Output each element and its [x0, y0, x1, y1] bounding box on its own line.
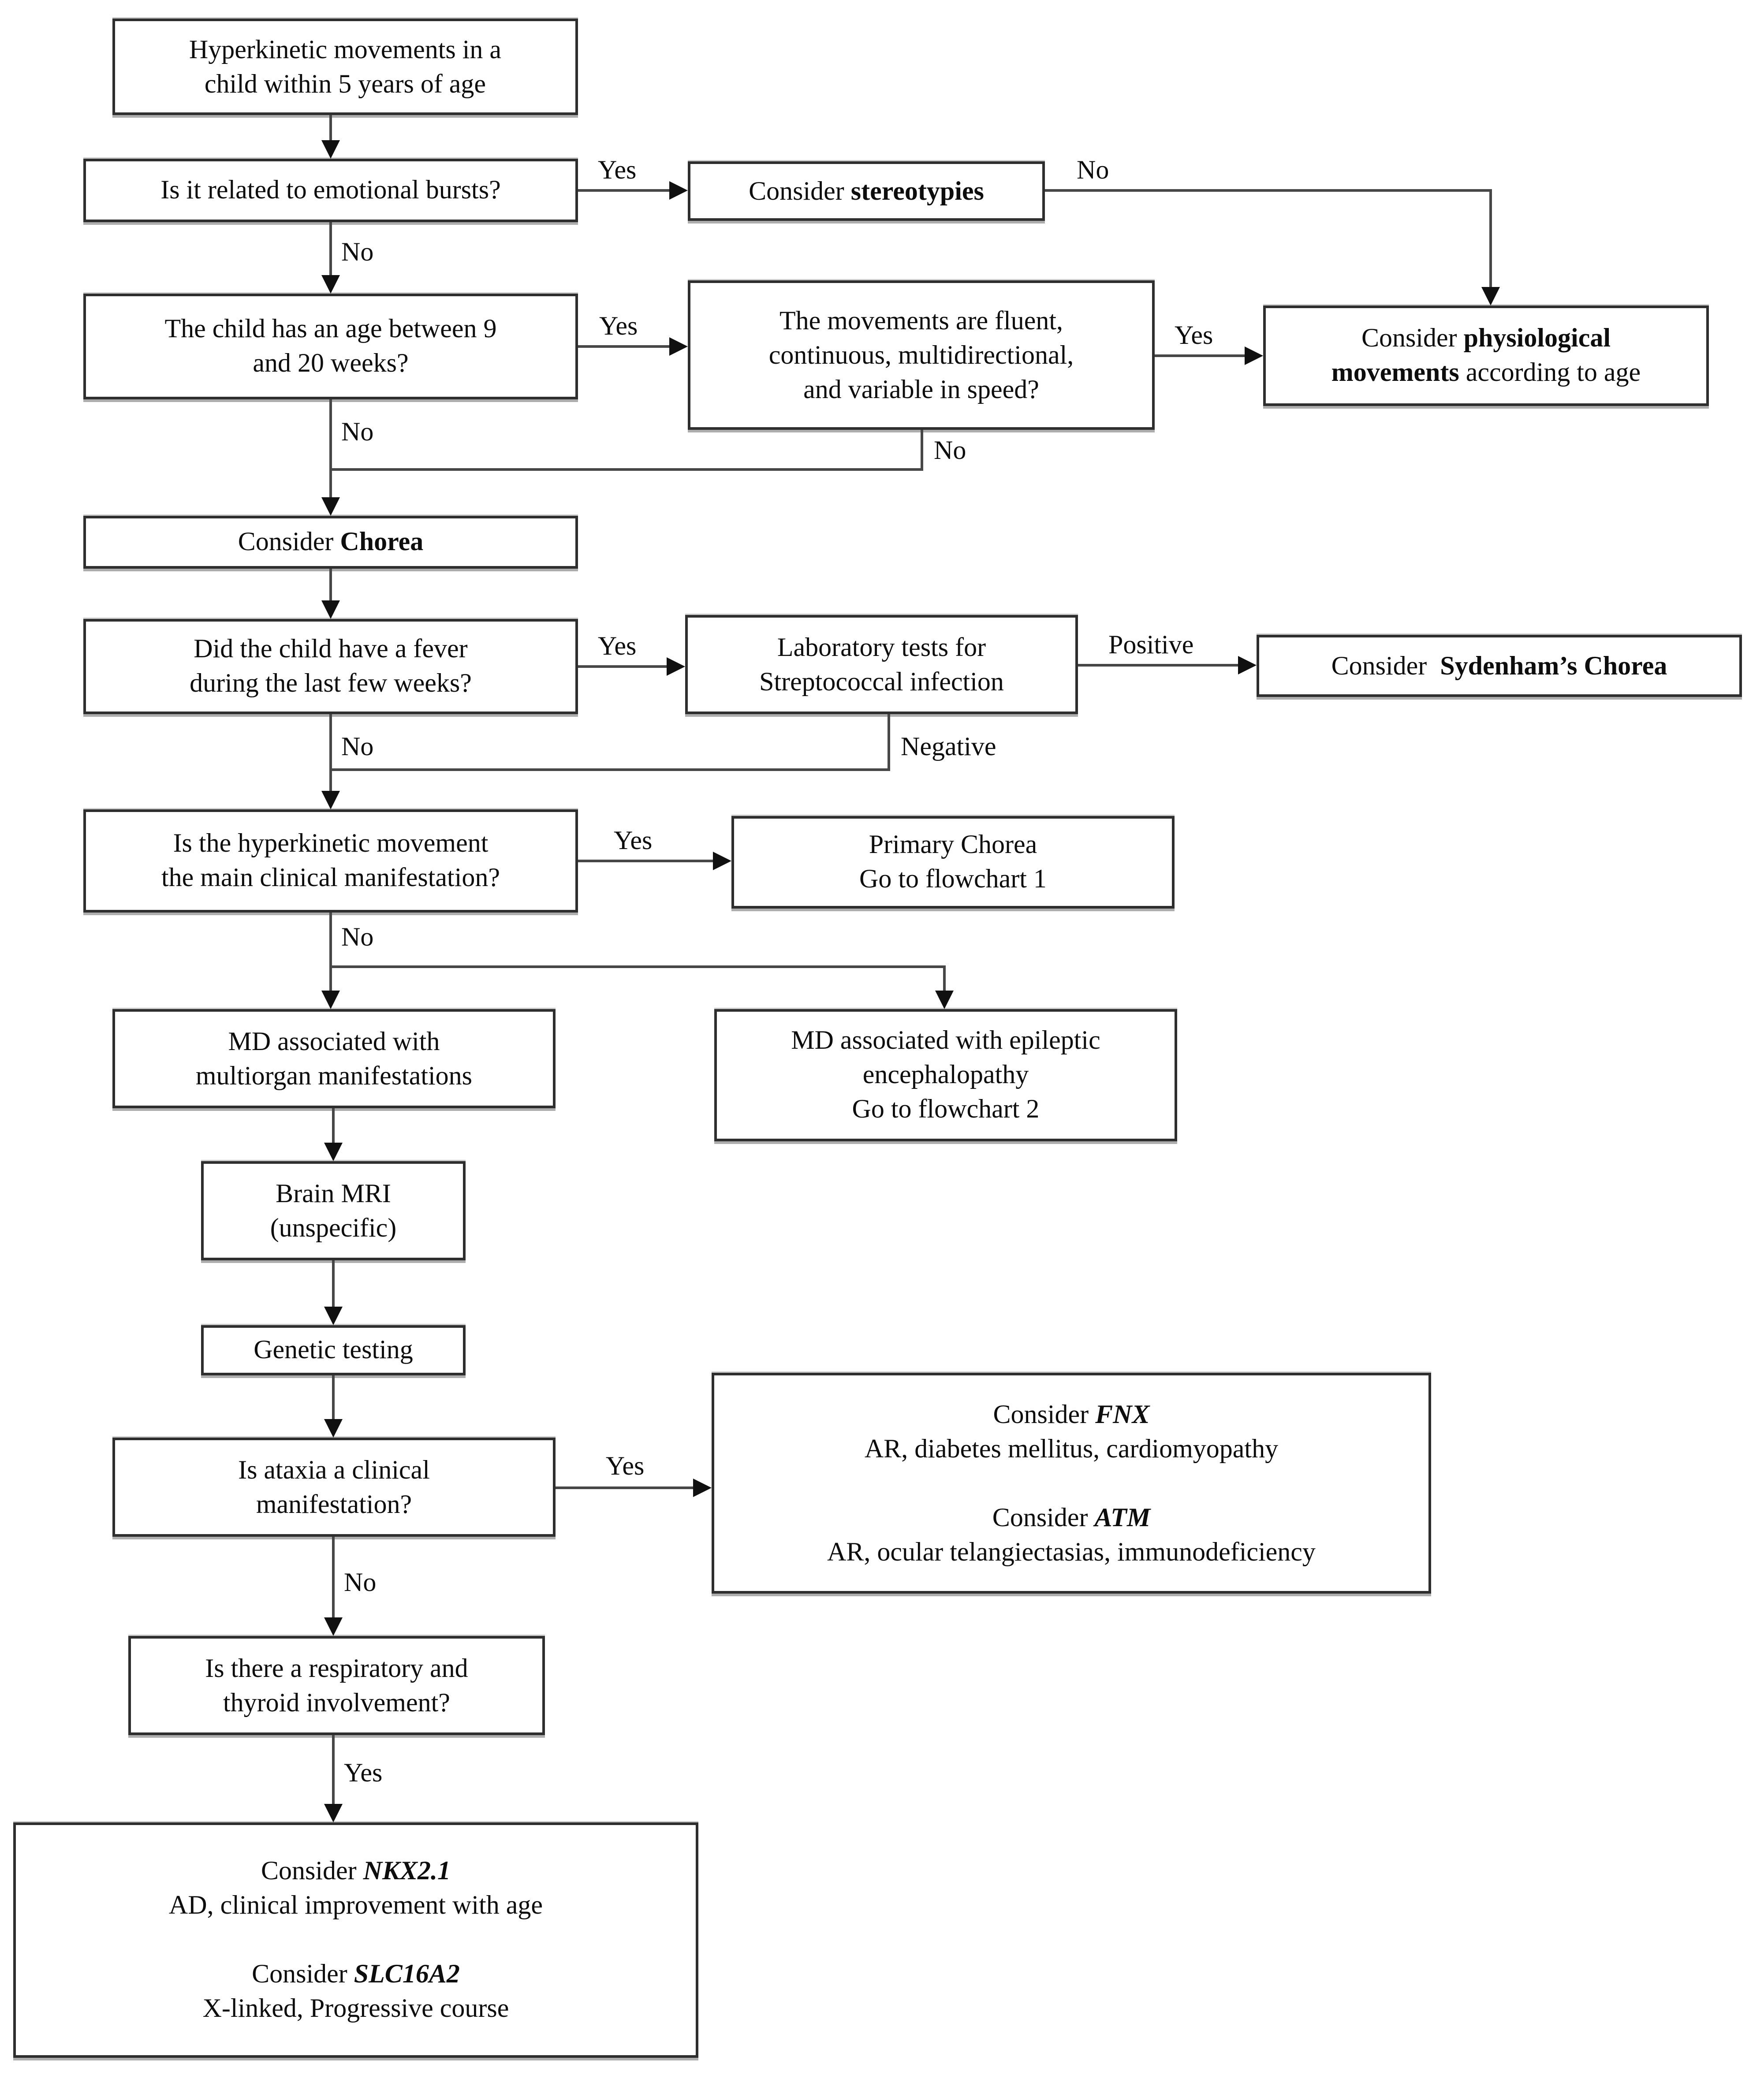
- connector-line: [1045, 189, 1492, 192]
- node-text-prefix: Consider: [1331, 651, 1434, 681]
- arrowhead-down-icon: [321, 600, 340, 619]
- edge-label-main-no: No: [341, 923, 374, 952]
- connector-line: [329, 714, 332, 791]
- node-text: Brain MRI: [276, 1179, 391, 1208]
- arrowhead-down-icon: [321, 991, 340, 1009]
- connector-line: [1489, 189, 1492, 287]
- node-text: Is there a respiratory and: [205, 1654, 468, 1683]
- node-text: encephalopathy: [862, 1061, 1029, 1090]
- node-text: (unspecific): [270, 1213, 397, 1243]
- connector-line: [1155, 354, 1245, 357]
- arrowhead-right-icon: [1238, 656, 1257, 674]
- node-gene-name: SLC16A2: [354, 1960, 460, 1989]
- node-text: AD, clinical improvement with age: [168, 1891, 543, 1920]
- node-text-prefix: Consider: [238, 528, 340, 557]
- node-text-prefix: Consider: [252, 1960, 354, 1989]
- connector-line: [329, 965, 332, 991]
- node-text: [252, 1957, 460, 1992]
- node-text: Go to flowchart 1: [859, 865, 1047, 894]
- node-gene-name: ATM: [1094, 1503, 1151, 1532]
- arrowhead-right-icon: [669, 181, 688, 200]
- node-start: [112, 19, 578, 115]
- node-lab-tests-streptococcal: [685, 615, 1078, 714]
- node-q-age-9-20-weeks: [83, 294, 578, 399]
- connector-line: [332, 1260, 335, 1307]
- connector-line: [331, 768, 890, 771]
- node-text: Did the child have a fever: [194, 635, 468, 664]
- node-text: and variable in speed?: [803, 375, 1039, 404]
- arrowhead-down-icon: [324, 1804, 343, 1822]
- arrowhead-down-icon: [321, 275, 340, 294]
- node-primary-chorea: [731, 816, 1175, 909]
- connector-line: [578, 860, 713, 862]
- connector-line: [329, 913, 332, 968]
- connector-line: [329, 222, 332, 275]
- arrowhead-right-icon: [667, 657, 685, 676]
- node-q-fever: [83, 619, 578, 714]
- node-text: during the last few weeks?: [190, 669, 472, 698]
- connector-line: [556, 1486, 693, 1489]
- arrowhead-right-icon: [693, 1479, 712, 1497]
- node-text: multiorgan manifestations: [195, 1061, 473, 1091]
- node-gene-name: FNX: [1095, 1400, 1150, 1429]
- edge-label-stereotypies-no: No: [1077, 156, 1109, 185]
- node-text-bold: Sydenham’s Chorea: [1440, 651, 1667, 681]
- edge-label-age-no: No: [341, 418, 374, 447]
- connector-line: [329, 399, 332, 497]
- connector-line: [1078, 664, 1238, 667]
- arrowhead-down-icon: [324, 1419, 343, 1438]
- connector-line: [888, 714, 890, 771]
- connector-line: [332, 1108, 335, 1143]
- node-q-main-manifestation: [83, 809, 578, 913]
- edge-label-lab-positive: Positive: [1108, 631, 1194, 660]
- connector-line: [329, 115, 332, 140]
- arrowhead-down-icon: [324, 1143, 343, 1161]
- connector-line: [943, 965, 946, 991]
- node-q-movements-fluent: [688, 280, 1155, 430]
- node-text: The movements are fluent,: [779, 306, 1063, 335]
- connector-line: [578, 189, 669, 192]
- arrowhead-right-icon: [669, 337, 688, 356]
- edge-label-fever-no: No: [341, 733, 374, 762]
- node-text-prefix: Consider: [261, 1857, 363, 1886]
- edge-label-movements-no: No: [934, 436, 966, 466]
- node-text: Go to flowchart 2: [852, 1095, 1040, 1124]
- edge-label-lab-negative: Negative: [901, 733, 996, 762]
- node-text: [238, 525, 424, 559]
- node-text: Hyperkinetic movements in a: [189, 35, 502, 64]
- node-consider-sydenhams-chorea: [1257, 635, 1742, 697]
- node-q-ataxia: [112, 1438, 556, 1537]
- node-text-prefix: Consider: [749, 176, 851, 206]
- node-text: MD associated with epileptic: [791, 1026, 1100, 1055]
- node-text: AR, ocular telangiectasias, immunodeficiency: [827, 1537, 1316, 1567]
- connector-line: [921, 430, 923, 471]
- node-text: Primary Chorea: [869, 831, 1037, 860]
- node-text: [1331, 649, 1667, 683]
- node-text-prefix: Consider: [993, 1400, 1096, 1429]
- node-genetic-testing: [201, 1325, 466, 1375]
- node-text-prefix: Consider: [992, 1503, 1095, 1532]
- node-text: Is the hyperkinetic movement: [173, 829, 489, 858]
- node-q-emotional-bursts: [83, 159, 578, 222]
- node-text: Is it related to emotional bursts?: [160, 176, 501, 205]
- node-text: child within 5 years of age: [204, 69, 486, 99]
- node-text: manifestation?: [256, 1490, 412, 1519]
- node-text: Genetic testing: [254, 1336, 413, 1365]
- arrowhead-down-icon: [321, 791, 340, 809]
- node-gene-name: NKX2.1: [363, 1857, 451, 1886]
- connector-line: [578, 345, 669, 348]
- node-consider-fnx-atm: [712, 1373, 1431, 1594]
- arrowhead-down-icon: [321, 497, 340, 516]
- node-text: Streptococcal infection: [759, 667, 1004, 697]
- node-text: [1361, 321, 1611, 356]
- arrowhead-down-icon: [324, 1307, 343, 1325]
- node-consider-stereotypies: [688, 161, 1045, 221]
- edge-label-emotional-yes: Yes: [598, 156, 637, 185]
- node-text: Laboratory tests for: [777, 633, 986, 662]
- node-text-suffix: according to age: [1459, 358, 1641, 387]
- node-text: The child has an age between 9: [164, 315, 497, 344]
- connector-line: [332, 1375, 335, 1419]
- node-text: [749, 174, 984, 209]
- arrowhead-right-icon: [713, 852, 731, 870]
- node-text: and 20 weeks?: [253, 349, 409, 378]
- edge-label-fever-yes: Yes: [598, 632, 637, 661]
- edge-label-movements-yes: Yes: [1175, 321, 1213, 350]
- arrowhead-right-icon: [1245, 346, 1263, 365]
- node-consider-physiological-movements: [1263, 305, 1709, 406]
- node-md-multiorgan: [112, 1009, 556, 1108]
- node-text-bold: Chorea: [340, 528, 424, 557]
- connector-line: [329, 569, 332, 600]
- node-consider-chorea: [83, 516, 578, 569]
- node-text-bold: physiological: [1463, 324, 1611, 353]
- edge-label-emotional-no: No: [341, 238, 374, 267]
- node-text: thyroid involvement?: [223, 1688, 450, 1717]
- connector-line: [329, 965, 946, 968]
- edge-label-age-yes: Yes: [599, 312, 638, 341]
- node-text: MD associated with: [228, 1027, 440, 1056]
- arrowhead-down-icon: [324, 1617, 343, 1636]
- edge-label-main-yes: Yes: [614, 827, 653, 856]
- node-md-epileptic: [714, 1009, 1177, 1141]
- node-text: continuous, multidirectional,: [768, 340, 1074, 370]
- node-text: the main clinical manifestation?: [161, 864, 500, 893]
- connector-line: [332, 1537, 335, 1617]
- node-text: [261, 1854, 451, 1889]
- edge-label-ataxia-yes: Yes: [606, 1452, 645, 1481]
- node-q-respiratory-thyroid: [128, 1636, 545, 1735]
- node-text: Is ataxia a clinical: [238, 1455, 430, 1485]
- arrowhead-down-icon: [935, 991, 954, 1009]
- node-text: X-linked, Progressive course: [202, 1994, 509, 2023]
- node-consider-nkx21-slc16a2: [13, 1822, 698, 2058]
- edge-label-ataxia-no: No: [344, 1568, 377, 1598]
- node-text-prefix: Consider: [1361, 324, 1464, 353]
- node-text: [1331, 356, 1641, 390]
- connector-line: [578, 665, 667, 668]
- connector-line: [332, 1735, 335, 1804]
- node-text: [992, 1501, 1150, 1535]
- node-text-bold: stereotypies: [850, 176, 984, 206]
- edge-label-respiratory-yes: Yes: [344, 1759, 383, 1788]
- arrowhead-down-icon: [1481, 287, 1500, 305]
- connector-line: [331, 468, 923, 471]
- node-text: AR, diabetes mellitus, cardiomyopathy: [864, 1434, 1279, 1464]
- arrowhead-down-icon: [321, 140, 340, 159]
- node-brain-mri: [201, 1161, 466, 1260]
- node-text: [993, 1397, 1149, 1432]
- node-text-bold: movements: [1331, 358, 1459, 387]
